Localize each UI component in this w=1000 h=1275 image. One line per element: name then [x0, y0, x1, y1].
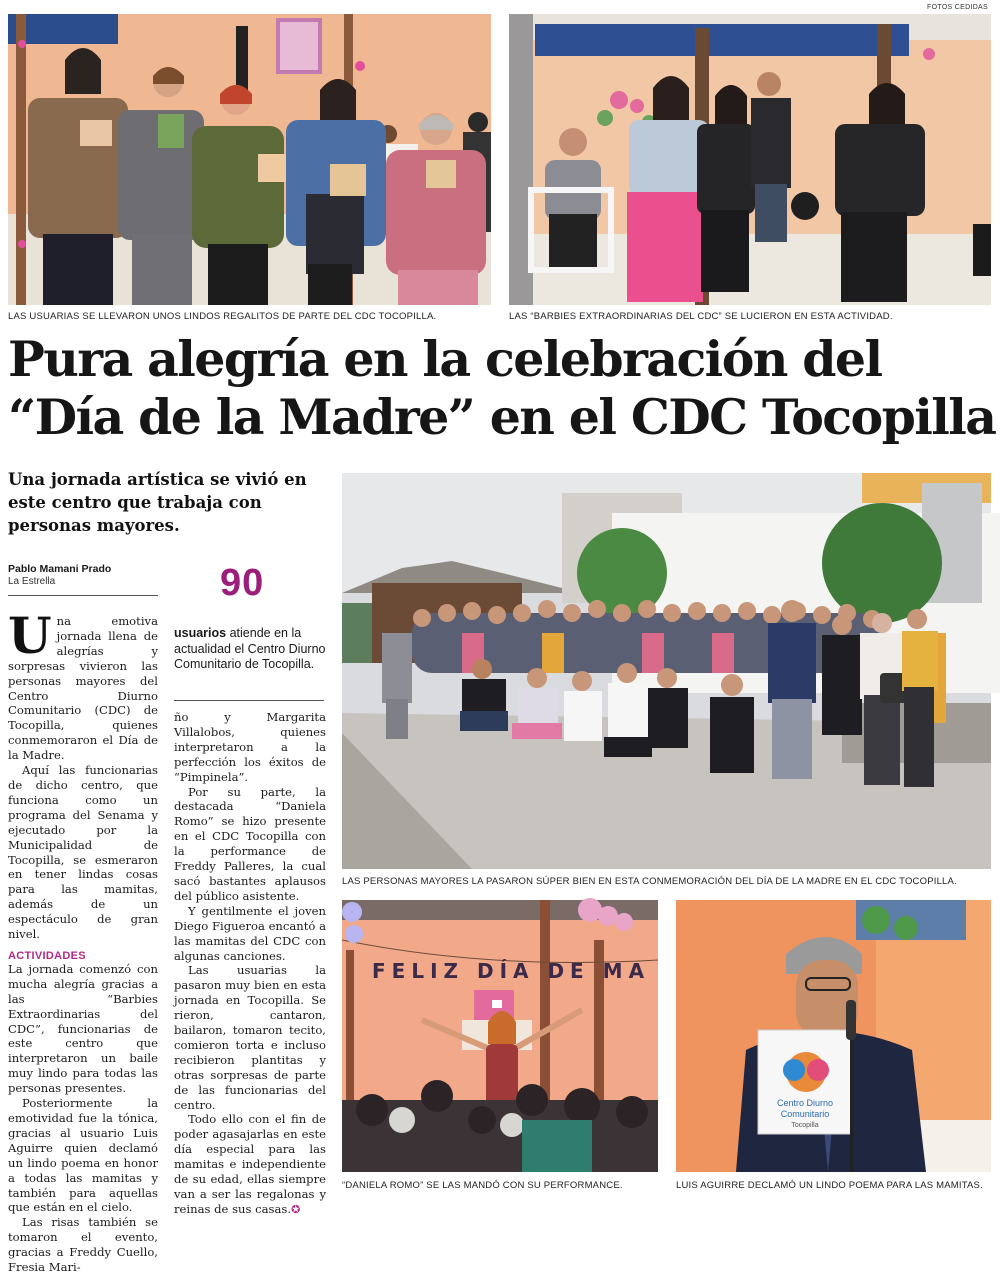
caption-bottom-left: “DANIELA ROMO” SE LAS MANDÓ CON SU PERFORMANCE.: [342, 1180, 623, 1191]
stat-rest: atiende en la actualidad el Centro Diurno Comunitario de Tocopilla.: [174, 626, 326, 671]
photo-women-gifts: [8, 14, 491, 305]
photo-dancers: [509, 14, 991, 305]
article-paragraph: Posteriormente la emotividad fue la tónica, gracias al usuario Luis Aguirre quien declamó un lindo poema en honor a todas las mamitas y también para aquellas que están en el cielo.: [8, 1096, 158, 1215]
headline-line-2: “Día de la Madre” en el CDC Tocopilla: [8, 388, 996, 446]
article-paragraph: ño y Margarita Villalobos, quienes interpretaron a la perfección los éxitos de “Pimpinela”.: [174, 710, 326, 784]
stat-description: [174, 626, 326, 673]
byline-divider: [8, 595, 158, 596]
article-paragraph: Por su parte, la destacada “Daniela Romo” se hizo presente en el CDC Tocopilla con la performance de Freddy Palleres, la cual sacó bastantes aplausos del público asistente.: [174, 784, 326, 903]
article-paragraph: Aquí las funcionarias de dicho centro, que funciona como un programa del Senama y ejecutado por la Municipalidad de Tocopilla, se esmeraron en tener lindas cosas para las mamitas, además de un espectáculo de gran nivel.: [8, 763, 158, 942]
article-paragraph: Las usuarias la pasaron muy bien en esta jornada en Tocopilla. Se rieron, cantaron, bailaron, tomaron tecito, comieron torta e incluso recibieron plantitas y otras sorpresas de parte de las funcionarias del centro.: [174, 963, 326, 1112]
article-column-2: [174, 710, 326, 1218]
article-end-icon: ✪: [291, 1202, 301, 1216]
photo-performance: [342, 900, 658, 1172]
dropcap: U: [8, 606, 52, 665]
sign-line-3: Tocopilla: [791, 1122, 819, 1129]
byline-author: Pablo Mamani Prado: [8, 563, 112, 575]
headline-line-1: Pura alegría en la celebración del: [8, 330, 882, 388]
caption-top-right: LAS “BARBIES EXTRAORDINARIAS DEL CDC” SE LUCIERON EN ESTA ACTIVIDAD.: [509, 311, 893, 322]
stat-number: 90: [220, 562, 265, 604]
stat-divider: [174, 700, 324, 701]
sign-line-2: Comunitario: [780, 1109, 830, 1119]
article-column-1: [8, 606, 158, 1275]
sign-line-1: Centro Diurno: [776, 1098, 834, 1108]
article-paragraph: La jornada comenzó con mucha alegría gracias a las “Barbies Extraordinarias del CDC”, funcionarias de este centro que interpretaron un baile muy lindo para todas las personas presentes.: [8, 961, 158, 1096]
stat-bold: usuarios: [174, 626, 227, 640]
deck: Una jornada artística se vivió en este centro que trabaja con personas mayores.: [8, 470, 307, 535]
byline-outlet: La Estrella: [8, 576, 56, 587]
article-paragraph: Y gentilmente el joven Diego Figueroa encantó a las mamitas del CDC con algunas canciones.: [174, 903, 327, 963]
caption-top-left: LAS USUARIAS SE LLEVARON UNOS LINDOS REGALITOS DE PARTE DEL CDC TOCOPILLA.: [8, 311, 437, 322]
caption-bottom-right: LUIS AGUIRRE DECLAMÓ UN LINDO POEMA PARA LAS MAMITAS.: [676, 1180, 983, 1191]
headline: [8, 330, 998, 446]
caption-group: LAS PERSONAS MAYORES LA PASARON SÚPER BIEN EN ESTA CONMEMORACIÓN DEL DÍA DE LA MADRE EN EL CDC TOCOPILLA.: [342, 876, 957, 887]
article-paragraph: Una emotiva jornada llena de alegrías y sorpresas vivieron las personas mayores del Centro Diurno Comunitario (CDC) de Tocopilla, quienes conmemoraron el Día de la Madre.: [8, 606, 158, 763]
banner-letters: FELIZ DÍA DE MA: [372, 959, 651, 983]
article-paragraph: Las risas también se tomaron el evento, gracias a Freddy Cuello, Fresia Mari-: [8, 1215, 158, 1275]
photo-group: [342, 473, 991, 869]
subhead-actividades: ACTIVIDADES: [8, 949, 86, 962]
photo-credit: FOTOS CEDIDAS: [927, 4, 988, 11]
photo-poem-reader: [676, 900, 991, 1172]
article-paragraph: Todo ello con el fin de poder agasajarlas en este día especial para las mamitas e independiente de su edad, ellas siempre van a ser las regalonas y reinas de sus casas.✪: [174, 1112, 326, 1216]
